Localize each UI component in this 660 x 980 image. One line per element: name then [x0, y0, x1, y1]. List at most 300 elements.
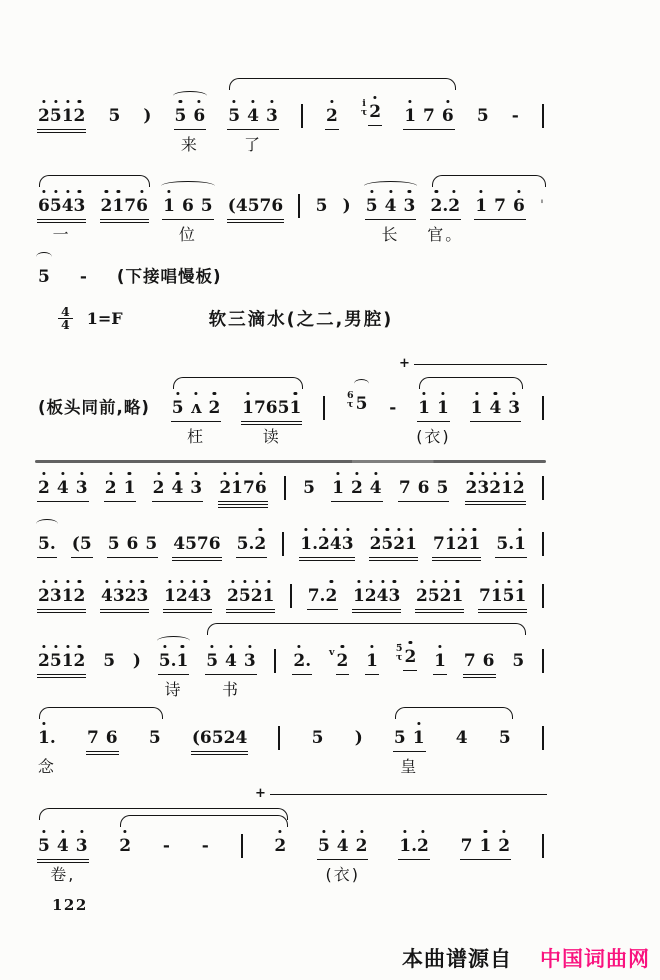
note-group [512, 106, 519, 128]
note-digits [119, 836, 131, 858]
note-digits [461, 836, 511, 858]
rhythm-underline [218, 501, 267, 502]
note-digits [332, 478, 382, 500]
note-char: 7 [463, 651, 476, 671]
note-digits [38, 534, 56, 556]
note-char: 6 [512, 196, 525, 216]
note-char: 3 [265, 106, 278, 126]
note-char: 1 [404, 106, 417, 126]
note-char: 6 [417, 478, 430, 498]
note-digits [206, 651, 256, 673]
note-group [105, 478, 136, 500]
note-char: 头 [64, 398, 82, 417]
note-digits [540, 196, 544, 218]
note-group [38, 267, 50, 289]
note-char: 2 [456, 534, 469, 554]
note-char: 1 [332, 478, 344, 498]
rhythm-underline [417, 421, 450, 422]
note-group [38, 106, 85, 128]
note-char: 2 [38, 651, 50, 671]
note-char: 下 [125, 267, 143, 286]
note-char: 5 [206, 651, 219, 671]
note-char: 1 [366, 651, 379, 671]
rhythm-underline [172, 557, 221, 558]
note-digits [38, 651, 85, 673]
grace-note-row: τ [360, 106, 368, 118]
time-signature [58, 306, 73, 331]
barline [301, 104, 303, 128]
note-char: 2 [73, 106, 86, 126]
note-char: 2 [325, 106, 338, 126]
barline [542, 476, 544, 500]
note-group [242, 398, 302, 446]
slur [364, 181, 418, 191]
note-char: 3 [75, 478, 88, 498]
slur [395, 707, 513, 719]
note-char: 1 [479, 836, 492, 856]
note-char: . [508, 534, 515, 554]
note-char: 2 [448, 196, 461, 216]
note-char: 5 [311, 728, 324, 748]
rhythm-underline [241, 424, 302, 425]
rhythm-underline [465, 501, 526, 502]
note-char: 2 [318, 534, 330, 554]
note-group [312, 728, 324, 750]
grace-note [361, 100, 367, 117]
note-group [192, 728, 247, 750]
rhythm-underline [393, 751, 426, 752]
note-char: 1 [61, 586, 74, 606]
note-char: 5 [108, 106, 121, 126]
note-char: . [411, 836, 417, 856]
note-char: 7 [124, 196, 137, 216]
note-digits [471, 398, 521, 420]
lyric-syllable: 了 [244, 135, 263, 154]
note-group [38, 196, 86, 244]
rhythm-underline [325, 129, 339, 130]
note-char: ) [354, 728, 363, 748]
note-group [38, 478, 88, 500]
note-digits [202, 836, 209, 858]
rhythm-underline [474, 219, 526, 220]
note-char: 3 [341, 534, 354, 554]
note-char: 1 [163, 196, 175, 216]
note-char: 2 [227, 586, 239, 606]
note-char: 1 [514, 586, 527, 606]
note-char: 1 [242, 398, 254, 418]
note-digits [172, 398, 221, 420]
barline [241, 834, 243, 858]
lyric-syllable: 枉 [186, 427, 205, 446]
rhythm-underline [158, 674, 190, 675]
note-group [38, 586, 85, 608]
note-char: 5 [355, 394, 368, 414]
note-char: 2 [369, 534, 382, 554]
rhythm-underline [365, 674, 379, 675]
note-digits [496, 534, 526, 556]
note-group [346, 390, 368, 420]
note-char: 1 [61, 106, 74, 126]
note-digits [370, 534, 417, 556]
note-char: ( [191, 728, 200, 748]
note-group [38, 651, 85, 673]
note-group [416, 398, 451, 446]
note-group [496, 534, 526, 556]
note-digits [163, 196, 213, 218]
note-digits [353, 586, 400, 608]
lyric-syllable: 皇 [400, 757, 419, 776]
note-group [464, 651, 495, 673]
note-char: 5 [315, 196, 328, 216]
grace-note-row: τ [347, 398, 354, 410]
note-char: 6 [271, 196, 284, 216]
rhythm-underline [86, 751, 119, 752]
note-group [317, 836, 368, 884]
rhythm-underline [37, 557, 57, 558]
rhythm-underline [365, 219, 417, 220]
note-group [219, 478, 266, 500]
note-char: 2 [465, 478, 478, 498]
note-char: 5 [393, 728, 406, 748]
barline [284, 476, 286, 500]
barline [274, 649, 276, 673]
note-char: 4 [455, 728, 468, 748]
note-char: 1 [61, 651, 74, 671]
note-digits [366, 196, 416, 218]
rhythm-underline [37, 677, 86, 678]
slur [173, 377, 303, 389]
barline [290, 584, 292, 608]
note-char: 2 [38, 106, 50, 126]
note-digits [404, 647, 416, 669]
note-group [228, 106, 278, 154]
note-char: 2 [336, 651, 349, 671]
note-digits [133, 651, 141, 673]
note-digits [464, 651, 495, 673]
note-char: 2 [38, 478, 50, 498]
barline [278, 726, 280, 750]
note-digits [475, 196, 525, 218]
slur [173, 91, 208, 101]
note-char: 2 [175, 586, 188, 606]
note-digits [318, 836, 368, 858]
rhythm-underline [415, 612, 464, 613]
note-char: 5 [145, 534, 158, 554]
note-char: . [49, 728, 56, 748]
note-char: 5 [38, 534, 50, 554]
rhythm-underline [37, 501, 89, 502]
note-char: 1 [399, 836, 412, 856]
rhythm-underline [495, 557, 527, 558]
note-char: 5 [38, 267, 50, 287]
note-char: - [79, 267, 87, 287]
note-group [316, 196, 328, 218]
note-char: 5 [512, 651, 525, 671]
rhythm-underline [368, 125, 382, 126]
note-char: 4 [171, 478, 184, 498]
note-digits [228, 196, 283, 218]
note-char: 2 [512, 478, 525, 498]
rhythm-underline [37, 219, 86, 220]
rhythm-underline [336, 674, 350, 675]
note-char: 6 [126, 534, 139, 554]
time-signature-bottom: 4 [61, 317, 70, 332]
rhythm-underline [398, 859, 430, 860]
rhythm-underline [369, 560, 418, 561]
note-group [38, 398, 150, 420]
note-group [163, 196, 213, 244]
note-char: . [312, 534, 319, 554]
note-char: ) [132, 651, 141, 671]
note-char: . [305, 651, 312, 671]
score-line [38, 582, 544, 608]
note-char: 4 [56, 478, 69, 498]
note-char: 5 [200, 196, 213, 216]
note-group [38, 836, 88, 884]
note-char: 1 [38, 728, 50, 748]
rhythm-underline [227, 129, 279, 130]
note-digits [108, 534, 158, 556]
note-char: 2 [369, 102, 382, 122]
note-char: 6 [254, 478, 267, 498]
note-digits [228, 106, 278, 128]
note-char: 7 [307, 586, 320, 606]
lyric-syllable: 一 [52, 225, 71, 244]
rhythm-underline [100, 612, 149, 613]
note-char: 7 [494, 196, 506, 216]
note-char: 1 [164, 586, 176, 606]
note-digits [456, 728, 468, 750]
note-digits [164, 586, 211, 608]
note-char: 5 [158, 651, 171, 671]
note-char: 1 [470, 398, 483, 418]
note-group [343, 196, 351, 218]
score-header [58, 306, 393, 331]
rhythm-underline [104, 501, 137, 502]
note-char: 4 [235, 196, 248, 216]
note-group [326, 106, 338, 128]
rhythm-underline [163, 612, 212, 613]
note-digits [103, 651, 115, 673]
lyric-syllable: (衣) [416, 427, 451, 446]
rhythm-underline [191, 754, 248, 755]
lyric-syllable: 读 [262, 427, 281, 446]
note-group [395, 643, 417, 673]
note-group [103, 651, 115, 673]
note-group [119, 836, 131, 858]
slur [161, 181, 215, 191]
note-char: 6 [38, 196, 50, 216]
note-char: ( [71, 534, 80, 554]
note-digits [399, 836, 429, 858]
rhythm-underline [100, 609, 149, 610]
rhythm-underline [100, 222, 149, 223]
note-digits [192, 728, 247, 750]
note-char: ) [212, 267, 222, 286]
note-digits [477, 106, 489, 128]
note-digits [72, 534, 92, 556]
note-group [237, 534, 267, 556]
note-char: 1 [418, 398, 430, 418]
barline [542, 104, 544, 128]
note-group [108, 106, 120, 128]
note-char: 1 [451, 586, 464, 606]
note-char: 4 [187, 586, 200, 606]
note-char: 2 [104, 478, 117, 498]
note-char: ) [141, 398, 150, 417]
rhythm-underline [478, 612, 527, 613]
note-char: 6 [105, 728, 118, 748]
note-group [461, 836, 511, 858]
barline [542, 649, 544, 673]
note-char: 2 [124, 586, 137, 606]
note-char: 1 [501, 478, 513, 498]
note-char: 3 [112, 586, 125, 606]
rhythm-underline [299, 560, 354, 561]
note-char: 慢 [177, 267, 196, 286]
note-digits [303, 478, 315, 500]
rhythm-underline [172, 560, 221, 561]
note-char: 5 [107, 534, 120, 554]
note-char: 5 [303, 478, 315, 498]
note-digits [512, 106, 519, 128]
rhythm-underline [171, 421, 222, 422]
note-group [206, 651, 256, 699]
rhythm-underline [37, 612, 86, 613]
note-digits [479, 586, 526, 608]
note-group [164, 586, 211, 608]
note-digits [356, 394, 368, 416]
note-group [389, 398, 396, 420]
time-signature-top: 4 [58, 306, 73, 319]
rhythm-underline [403, 670, 417, 671]
note-group [365, 196, 416, 244]
note-char: 5 [79, 534, 92, 554]
note-digits [237, 534, 267, 556]
note-char: 5 [365, 196, 378, 216]
note-char: ( [116, 267, 126, 286]
accompaniment-line [270, 794, 547, 795]
note-group [332, 478, 382, 500]
rhythm-underline [152, 501, 204, 502]
note-char: 3 [477, 478, 490, 498]
barline [298, 194, 300, 218]
note-char: 7 [243, 478, 255, 498]
note-char: . [170, 651, 177, 671]
grace-note-row: τ [395, 651, 403, 663]
score-line [38, 390, 544, 446]
note-char: 1 [112, 196, 125, 216]
rhythm-underline [100, 219, 149, 220]
note-group [72, 534, 92, 556]
note-char: 6 [441, 106, 454, 126]
note-group [355, 728, 363, 750]
note-group [101, 196, 148, 218]
slur [354, 379, 370, 389]
note-char: 2 [489, 478, 502, 498]
note-digits [337, 651, 349, 673]
note-group [303, 478, 315, 500]
note-char: 2 [293, 651, 306, 671]
barline [542, 396, 544, 420]
score-line [37, 724, 544, 776]
note-char: 4 [101, 586, 113, 606]
note-char: 5 [381, 534, 394, 554]
note-digits [101, 586, 148, 608]
note-group [434, 651, 446, 673]
note-char: 2 [430, 196, 443, 216]
rhythm-underline [432, 557, 481, 558]
rhythm-underline [162, 219, 214, 220]
note-digits [293, 651, 311, 673]
note-char: 略 [123, 398, 142, 417]
note-group [433, 534, 480, 556]
note-char: 2 [364, 586, 377, 606]
note-char: 5 [277, 398, 290, 418]
note-digits [326, 106, 338, 128]
note-char: 4 [247, 106, 259, 126]
note-char: 1 [444, 534, 457, 554]
note-char: 5 [174, 106, 187, 126]
slur [36, 519, 58, 529]
tune-title: 软三滴水(之二,男腔) [208, 310, 394, 330]
note-char: 1 [405, 534, 417, 554]
note-char: 2 [119, 836, 132, 856]
note-char: 5 [502, 586, 515, 606]
note-char: 4 [489, 398, 502, 418]
slur [120, 815, 288, 827]
note-digits [389, 398, 396, 420]
note-group [163, 836, 170, 858]
note-char: 1 [352, 586, 365, 606]
lyric-syllable: 诗 [164, 680, 183, 699]
note-char: 接 [142, 267, 161, 286]
note-digits [312, 728, 324, 750]
note-char: 7 [460, 836, 473, 856]
note-group [87, 728, 118, 750]
note-digits [274, 836, 286, 858]
score-line [38, 263, 222, 289]
barline [542, 834, 544, 858]
rhythm-underline [37, 862, 89, 863]
note-group [360, 98, 382, 128]
note-char: 5 [103, 651, 116, 671]
rhythm-underline [174, 129, 207, 130]
note-digits [466, 478, 525, 500]
slur [432, 175, 546, 187]
rhythm-underline [37, 859, 89, 860]
rhythm-underline [163, 609, 212, 610]
note-char: 2 [152, 478, 165, 498]
note-char: ) [342, 196, 351, 216]
note-digits [175, 106, 206, 128]
lyric-syllable: 来 [180, 135, 199, 154]
note-char: 5 [49, 651, 62, 671]
note-digits [101, 196, 148, 218]
note-digits [38, 836, 88, 858]
note-char: 1 [436, 398, 449, 418]
note-char: 板 [46, 398, 65, 417]
note-group [228, 196, 283, 218]
rhythm-underline [227, 219, 284, 220]
rhythm-underline [430, 219, 462, 220]
note-group [153, 478, 203, 500]
note-char: 7 [398, 478, 411, 498]
note-digits [394, 728, 425, 750]
barline [323, 396, 325, 420]
note-digits [418, 398, 449, 420]
rhythm-underline [86, 754, 119, 755]
